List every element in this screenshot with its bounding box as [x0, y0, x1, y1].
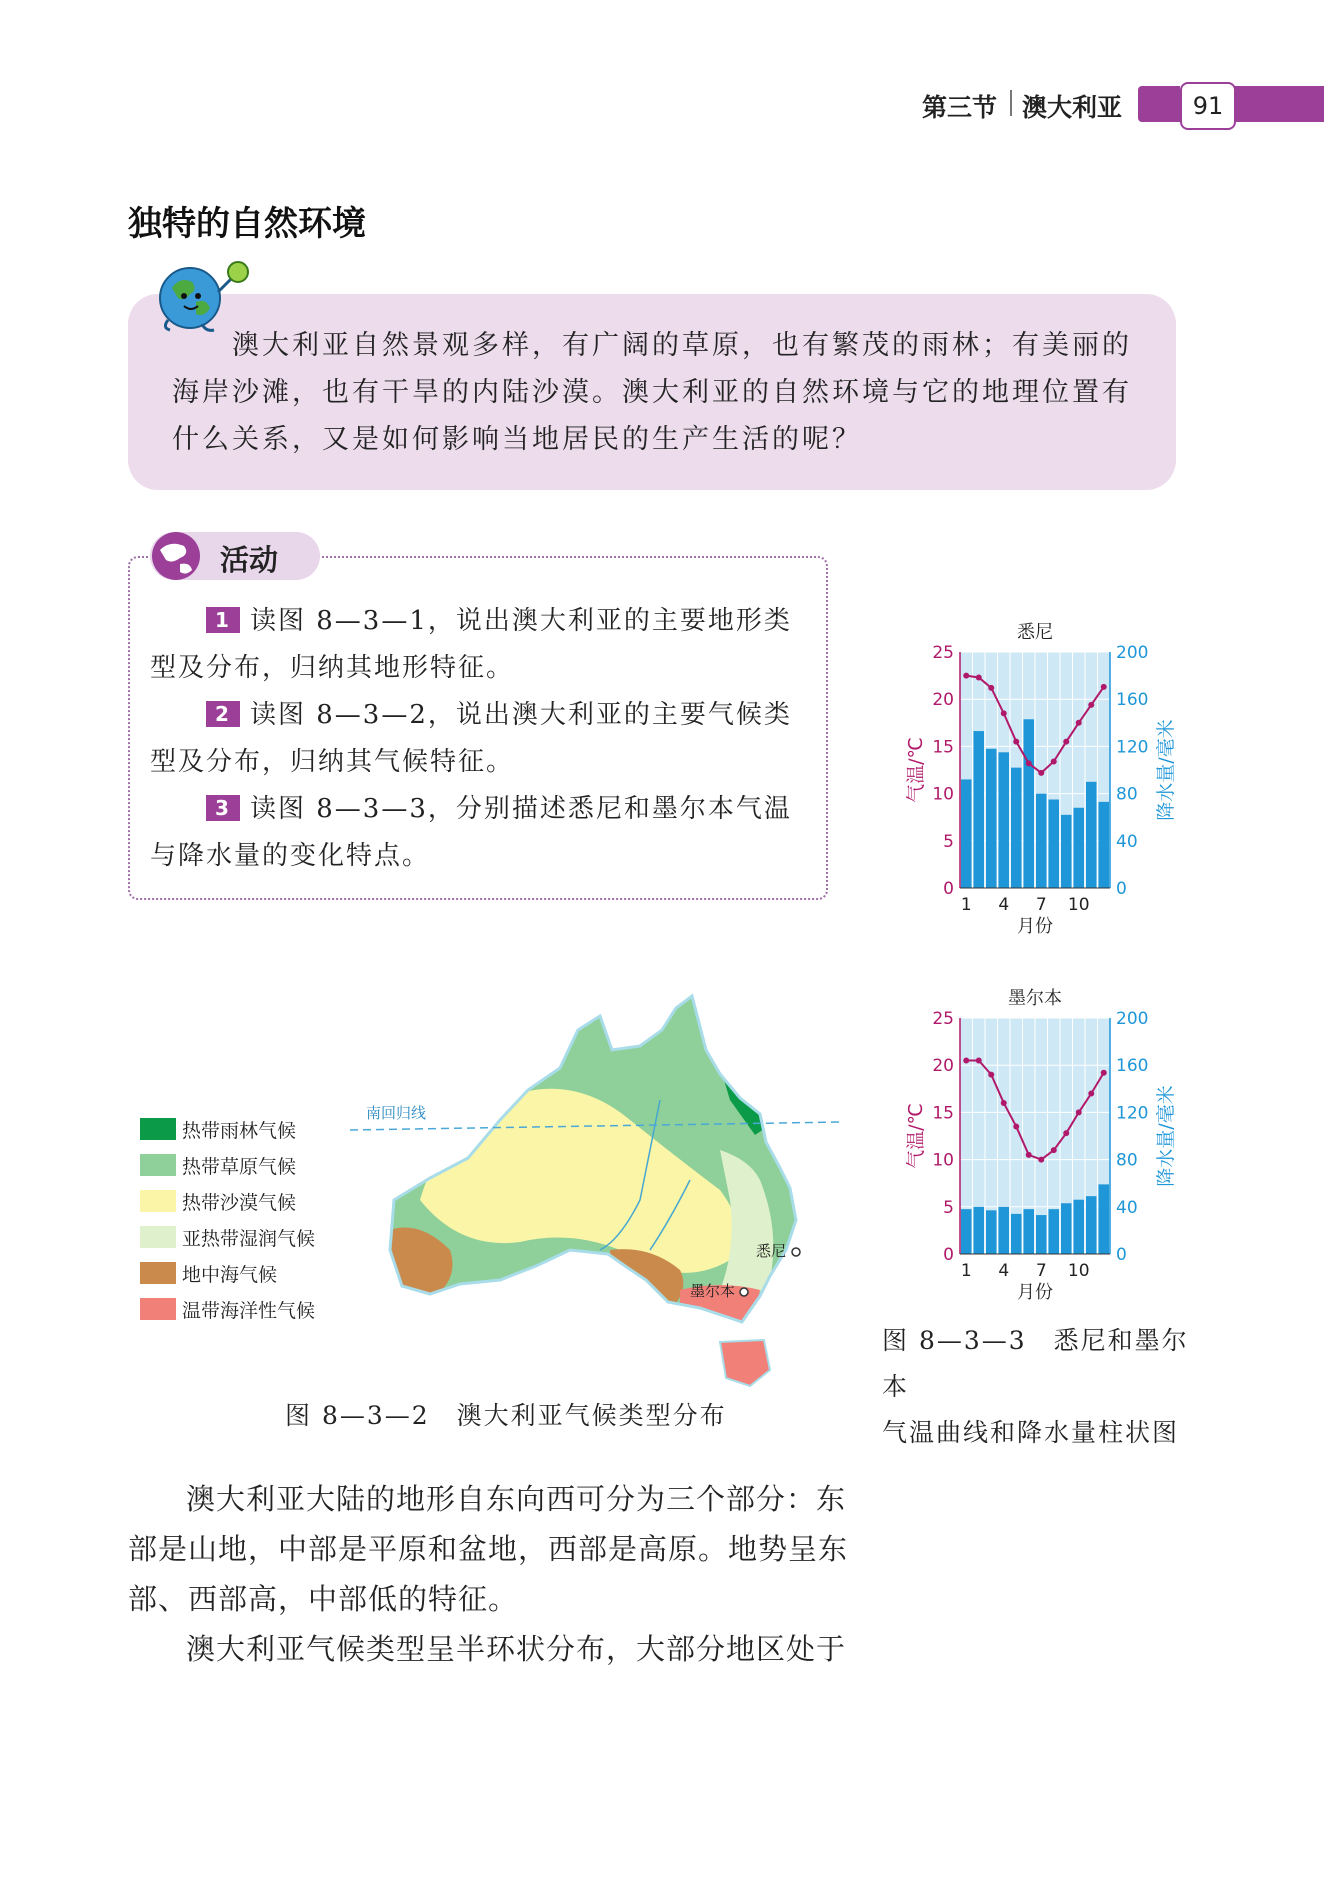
- precip-bar: [1036, 1215, 1047, 1254]
- left-tick-label: 20: [932, 1056, 954, 1077]
- left-tick-label: 5: [943, 1197, 954, 1218]
- header-separator: [1010, 90, 1012, 116]
- section-title: 独特的自然环境: [128, 204, 366, 244]
- legend-label: 温带海洋性气候: [182, 1300, 316, 1322]
- melbourne-marker: [740, 1288, 748, 1296]
- activity-num-3: 3: [206, 795, 240, 821]
- x-tick-label: 4: [998, 895, 1010, 915]
- melbourne-label: 墨尔本: [690, 1282, 736, 1300]
- x-tick-label: 10: [1067, 1261, 1090, 1281]
- chart-title: 悉尼: [1017, 622, 1053, 643]
- temp-point: [1038, 770, 1044, 776]
- right-tick-label: 0: [1116, 879, 1127, 899]
- temp-point: [976, 674, 982, 680]
- left-tick-label: 10: [932, 784, 954, 805]
- temp-point: [1101, 684, 1107, 690]
- left-axis-label: 气温/℃: [905, 1103, 927, 1169]
- left-axis-label: 气温/℃: [905, 737, 927, 803]
- activity-label: 活动: [220, 543, 279, 577]
- left-tick-label: 15: [932, 737, 954, 758]
- right-tick-label: 80: [1116, 784, 1138, 805]
- sydney-marker: [792, 1248, 800, 1256]
- right-tick-label: 40: [1116, 831, 1138, 852]
- precip-bar: [1049, 1209, 1060, 1254]
- body-paragraph-1: 澳大利亚大陆的地形自东向西可分为三个部分：东部是山地，中部是平原和盆地，西部是高原。地势呈东部、西部高，中部低的特征。: [128, 1482, 849, 1616]
- temp-point: [1001, 710, 1007, 716]
- legend-swatch: [140, 1226, 176, 1248]
- precip-bar: [1011, 1214, 1022, 1254]
- temp-point: [1088, 702, 1094, 708]
- precip-bar: [1074, 1200, 1085, 1254]
- temp-point: [1001, 1100, 1007, 1106]
- legend-swatch: [140, 1154, 176, 1176]
- chart-caption: [882, 1318, 1202, 1456]
- page-number: 91: [1180, 82, 1236, 130]
- temp-point: [1076, 720, 1082, 726]
- climate-map: [350, 950, 840, 1390]
- x-tick-label: 10: [1067, 895, 1090, 915]
- precip-bar: [1024, 1209, 1035, 1254]
- temp-point: [1076, 1109, 1082, 1115]
- x-tick-label: 7: [1035, 895, 1047, 915]
- right-tick-label: 200: [1116, 643, 1149, 663]
- legend-label: 热带沙漠气候: [182, 1192, 297, 1214]
- temp-point: [1063, 739, 1069, 745]
- temp-point: [1101, 1070, 1107, 1076]
- header-title: 澳大利亚: [1022, 93, 1123, 122]
- precip-bar: [1086, 782, 1097, 888]
- temp-point: [963, 1057, 969, 1063]
- temp-point: [1063, 1130, 1069, 1136]
- left-tick-label: 5: [943, 831, 954, 852]
- left-tick-label: 0: [943, 879, 954, 899]
- precip-bar: [1061, 1203, 1072, 1254]
- right-tick-label: 120: [1116, 1103, 1149, 1124]
- precip-bar: [1074, 808, 1085, 888]
- activity-text-3: 读图 8—3—3，分别描述悉尼和墨尔本气温与降水量的变化特点。: [150, 794, 792, 871]
- precip-bar: [974, 1207, 985, 1254]
- header-section: 第三节: [922, 93, 998, 122]
- sydney-label: 悉尼: [756, 1242, 787, 1260]
- x-axis-label: 月份: [1017, 1282, 1053, 1303]
- right-axis-label: 降水量/毫米: [1155, 719, 1177, 821]
- body-text: [128, 1474, 858, 1674]
- legend-swatch: [140, 1190, 176, 1212]
- activity-globe-icon: [150, 530, 202, 582]
- temp-point: [1088, 1091, 1094, 1097]
- activity-num-2: 2: [206, 701, 240, 727]
- temp-point: [1026, 1152, 1032, 1158]
- precip-bar: [986, 749, 997, 888]
- left-tick-label: 15: [932, 1103, 954, 1124]
- body-paragraph-2: 澳大利亚气候类型呈半环状分布，大部分地区处于: [186, 1632, 847, 1666]
- melbourne-climate-chart: [900, 978, 1180, 1308]
- legend-swatch: [140, 1118, 176, 1140]
- precip-bar: [1086, 1196, 1097, 1254]
- left-tick-label: 25: [932, 1009, 954, 1029]
- x-tick-label: 4: [998, 1261, 1010, 1281]
- precip-bar: [1011, 768, 1022, 888]
- right-tick-label: 200: [1116, 1009, 1149, 1029]
- legend-label: 热带草原气候: [182, 1156, 297, 1178]
- right-tick-label: 0: [1116, 1245, 1127, 1265]
- temp-point: [1051, 1147, 1057, 1153]
- precip-bar: [1024, 719, 1035, 888]
- legend-label: 热带雨林气候: [182, 1120, 297, 1142]
- activity-text-2: 读图 8—3—2，说出澳大利亚的主要气候类型及分布，归纳其气候特征。: [150, 700, 792, 777]
- temp-point: [976, 1057, 982, 1063]
- left-tick-label: 25: [932, 643, 954, 663]
- legend-label: 地中海气候: [182, 1264, 278, 1286]
- precip-bar: [1061, 815, 1072, 888]
- precip-bar: [999, 1207, 1010, 1254]
- chart-caption-line2: 气温曲线和降水量柱状图: [882, 1418, 1180, 1447]
- right-tick-label: 120: [1116, 737, 1149, 758]
- precip-bar: [961, 779, 972, 888]
- x-tick-label: 7: [1035, 1261, 1047, 1281]
- map-caption: 图 8—3—2 澳大利亚气候类型分布: [285, 1401, 727, 1430]
- temp-point: [1038, 1157, 1044, 1163]
- activity-item-1: [150, 598, 810, 692]
- precip-bar: [1099, 802, 1110, 888]
- temp-point: [988, 685, 994, 691]
- precip-bar: [1099, 1184, 1110, 1254]
- right-tick-label: 160: [1116, 690, 1149, 711]
- legend-swatch: [140, 1298, 176, 1320]
- right-tick-label: 80: [1116, 1150, 1138, 1171]
- x-axis-label: 月份: [1017, 916, 1053, 937]
- temp-point: [1013, 739, 1019, 745]
- chart-title: 墨尔本: [1008, 988, 1062, 1009]
- activity-text-1: 读图 8—3—1，说出澳大利亚的主要地形类型及分布，归纳其地形特征。: [150, 606, 792, 683]
- temp-point: [963, 673, 969, 679]
- precip-bar: [961, 1209, 972, 1254]
- temp-point: [1026, 760, 1032, 766]
- precip-bar: [1049, 800, 1060, 889]
- precip-bar: [999, 752, 1010, 888]
- header-band-right: [1232, 86, 1324, 122]
- activity-item-3: [150, 786, 810, 880]
- right-axis-label: 降水量/毫米: [1155, 1085, 1177, 1187]
- right-tick-label: 160: [1116, 1056, 1149, 1077]
- x-tick-label: 1: [960, 895, 972, 915]
- chart-caption-line1: 图 8—3—3 悉尼和墨尔本: [882, 1326, 1189, 1401]
- temp-point: [1013, 1124, 1019, 1130]
- activity-item-2: [150, 692, 810, 786]
- sydney-climate-chart: [900, 612, 1180, 942]
- legend-swatch: [140, 1262, 176, 1284]
- precip-bar: [974, 731, 985, 888]
- left-tick-label: 0: [943, 1245, 954, 1265]
- intro-text: 澳大利亚自然景观多样，有广阔的草原，也有繁茂的雨林；有美丽的海岸沙滩，也有干旱的内陆沙漠。澳大利亚的自然环境与它的地理位置有什么关系，又是如何影响当地居民的生产生活的呢？: [172, 330, 1132, 455]
- precip-bar: [1036, 794, 1047, 888]
- legend-label: 亚热带湿润气候: [182, 1228, 316, 1250]
- left-tick-label: 20: [932, 690, 954, 711]
- tropic-label: 南回归线: [366, 1104, 427, 1122]
- temp-point: [988, 1072, 994, 1078]
- right-tick-label: 40: [1116, 1197, 1138, 1218]
- precip-bar: [986, 1210, 997, 1254]
- header-band-left: [1138, 86, 1180, 122]
- x-tick-label: 1: [960, 1261, 972, 1281]
- temp-point: [1051, 759, 1057, 765]
- left-tick-label: 10: [932, 1150, 954, 1171]
- activity-num-1: 1: [206, 607, 240, 633]
